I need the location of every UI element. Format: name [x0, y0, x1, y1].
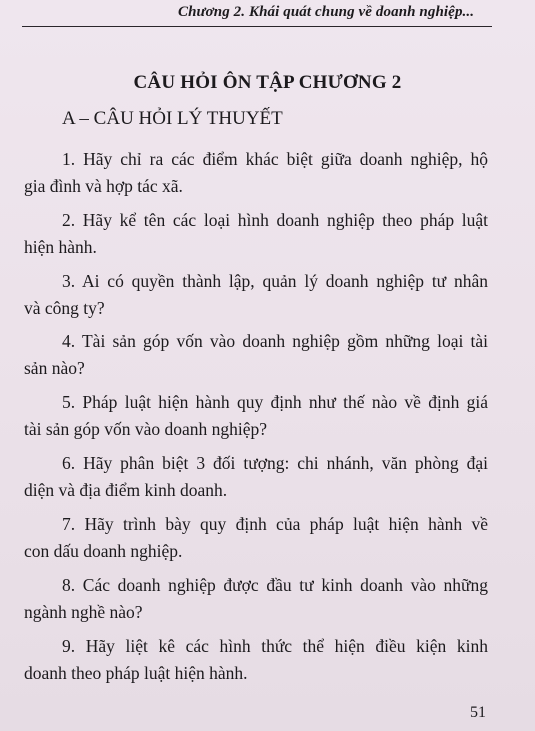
question-line: ngành nghề nào? [24, 602, 143, 622]
question-line: 1. Hãy chỉ ra các điểm khác biệt giữa doanh nghiệp, hộ [62, 149, 488, 169]
question-line: 6. Hãy phân biệt 3 đối tượng: chi nhánh, văn phòng đại [62, 453, 488, 473]
question-line: sản nào? [24, 358, 85, 378]
question-line: 3. Ai có quyền thành lập, quản lý doanh nghiệp tư nhân [62, 271, 488, 291]
question-6 [24, 450, 488, 504]
question-line: và công ty? [24, 298, 105, 318]
page-number: 51 [470, 704, 486, 721]
question-2 [24, 207, 488, 261]
chapter-title: CÂU HỎI ÔN TẬP CHƯƠNG 2 [133, 72, 402, 93]
question-9 [24, 633, 488, 687]
section-heading: A – CÂU HỎI LÝ THUYẾT [62, 108, 283, 129]
question-line: tài sản góp vốn vào doanh nghiệp? [24, 419, 268, 439]
question-line: gia đình và hợp tác xã. [24, 176, 183, 196]
header-rule [22, 26, 492, 27]
question-line: hiện hành. [24, 237, 97, 257]
running-header: Chương 2. Khái quát chung về doanh nghiệp... [178, 4, 475, 20]
question-3 [24, 268, 488, 322]
question-4 [24, 328, 488, 382]
question-1 [24, 146, 488, 200]
question-line: 4. Tài sản góp vốn vào doanh nghiệp gồm những loại tài [62, 331, 488, 351]
question-5 [24, 389, 488, 443]
question-line: 7. Hãy trình bày quy định của pháp luật hiện hành về [62, 514, 488, 534]
question-line: 8. Các doanh nghiệp được đầu tư kinh doanh vào những [62, 575, 488, 595]
question-8 [24, 572, 488, 626]
question-line: con dấu doanh nghiệp. [24, 541, 183, 561]
question-line: doanh theo pháp luật hiện hành. [24, 663, 248, 683]
question-7 [24, 511, 488, 565]
question-line: 9. Hãy liệt kê các hình thức thể hiện điều kiện kinh [62, 636, 488, 656]
question-line: 5. Pháp luật hiện hành quy định như thế nào về định giá [62, 392, 488, 412]
question-line: diện và địa điểm kinh doanh. [24, 480, 228, 500]
question-line: 2. Hãy kể tên các loại hình doanh nghiệp theo pháp luật [62, 210, 488, 230]
